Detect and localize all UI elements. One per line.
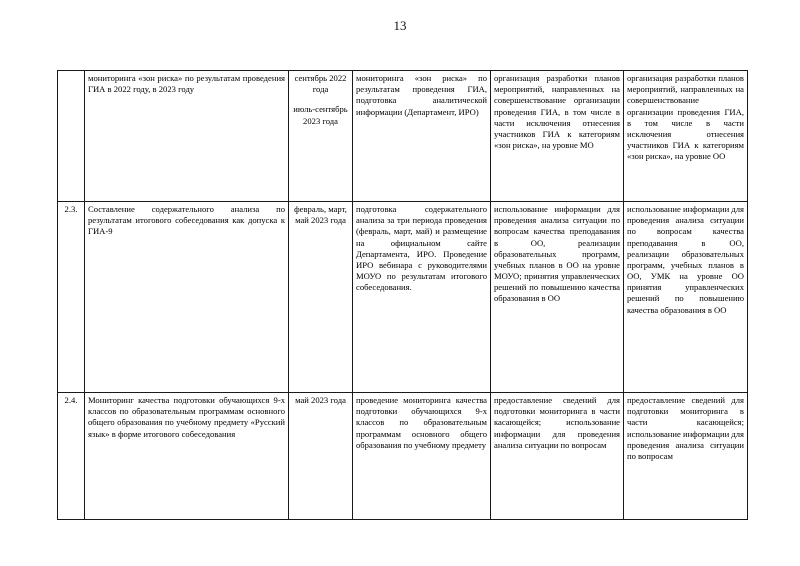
cell-level-oo: использование информации для проведения анализа ситуации по вопросам качества преподавания в ОО, реализации образовательных программ, учебных планов в ОО, УМК на уровне ОО принятия управленческих решений по повышению качества образования в ОО	[624, 202, 748, 393]
cell-result: подготовка содержательного анализа за три периода проведения (февраль, март, май) и размещение на официальном сайте Департамента, ИРО. Проведение ИРО вебинара с руководителями МОУО по результатам итогового собеседования.	[353, 202, 491, 393]
table-row	[58, 202, 748, 393]
cell-measure-name: мониторинга «зон риска» по результатам проведения ГИА в 2022 году, в 2023 году	[85, 71, 289, 202]
deadline-part-1: май 2023 года	[295, 395, 346, 405]
cell-number: 2.3.	[58, 202, 85, 393]
cell-level-oo: организация разработки планов мероприятий, направленных на совершенствование организации проведения ГИА, в том числе в части исключения отнесения участников ГИА к категориям «зон риска», на уровне ОО	[624, 71, 748, 202]
cell-measure-name: Мониторинг качества подготовки обучающихся 9-х классов по образовательным программам основного общего образования по учебному предмету «Русский язык» в форме итогового собеседования	[85, 393, 289, 520]
cell-level-mo: организация разработки планов мероприятий, направленных на совершенствование организации проведения ГИА, в том числе в части исключения отнесения участников ГИА к категориям «зон риска», на уровне МО	[491, 71, 624, 202]
cell-result: проведение мониторинга качества подготовки обучающихся 9-х классов по образовательным программам основного общего образования по учебному предмету	[353, 393, 491, 520]
cell-level-mo: предоставление сведений для подготовки мониторинга в части касающейся; использование информации для проведения анализа ситуации по вопросам	[491, 393, 624, 520]
cell-deadline	[289, 71, 353, 202]
cell-level-mo: использование информации для проведения анализа ситуации по вопросам качества преподавания в ОО, реализации образовательных программ, учебных планов в ОО на уровне МОУО; принятия управленческих решений по повышению качества образования в ОО	[491, 202, 624, 393]
cell-number	[58, 71, 85, 202]
table-row	[58, 393, 748, 520]
cell-level-oo: предоставление сведений для подготовки мониторинга в части касающейся; использование информации для проведения анализа ситуации по вопросам	[624, 393, 748, 520]
deadline-part-1: февраль, март, май 2023 года	[294, 204, 347, 226]
cell-result: мониторинга «зон риска» по результатам проведения ГИА, подготовка аналитической информации (Департамент, ИРО)	[353, 71, 491, 202]
table-row	[58, 71, 748, 202]
deadline-part-1: сентябрь 2022 года	[294, 73, 347, 95]
cell-deadline	[289, 202, 353, 393]
table-container	[57, 70, 747, 520]
measures-table	[57, 70, 748, 520]
page-number: 13	[393, 18, 407, 33]
cell-deadline	[289, 393, 353, 520]
cell-number: 2.4.	[58, 393, 85, 520]
deadline-part-2: июль-сентябрь 2023 года	[293, 104, 348, 126]
cell-measure-name: Составление содержательного анализа по результатам итогового собеседования как допуска к ГИА-9	[85, 202, 289, 393]
